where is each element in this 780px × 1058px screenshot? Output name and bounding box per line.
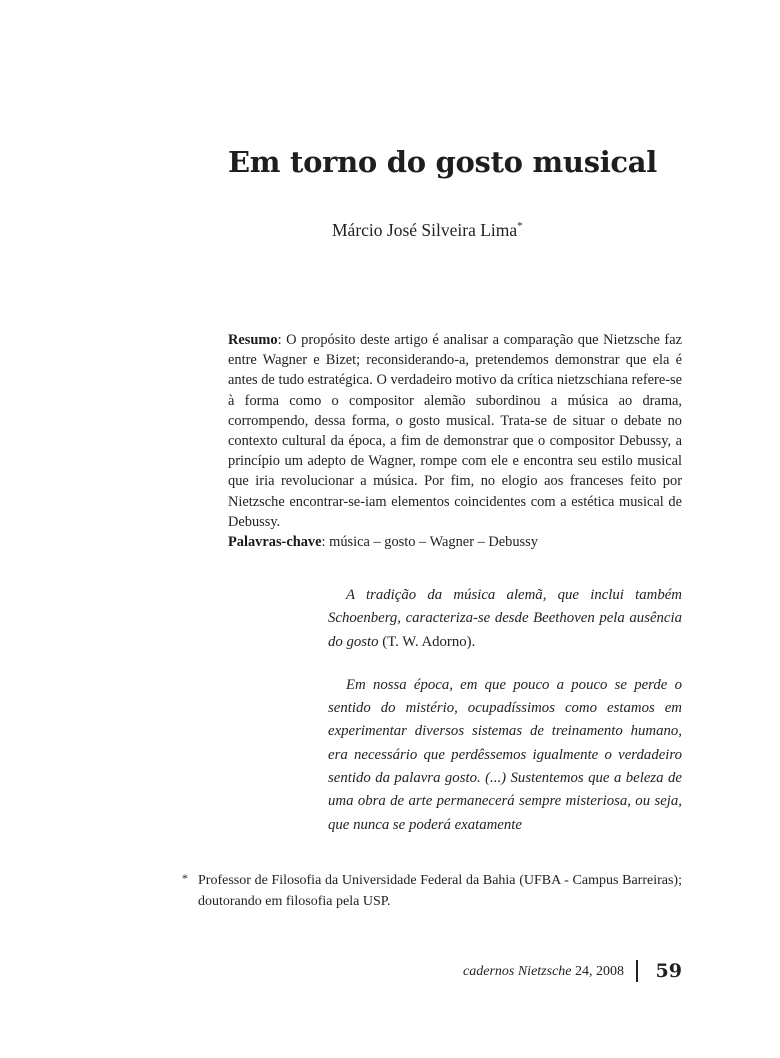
abstract-label: Resumo (228, 332, 278, 348)
author-name: Márcio José Silveira Lima (332, 220, 518, 240)
abstract-paragraph (228, 330, 682, 532)
footnote-mark: * (182, 871, 188, 885)
footer-divider (636, 960, 639, 982)
journal-citation (463, 964, 624, 980)
keywords-label: Palavras-chave (228, 534, 322, 551)
page-footer (440, 962, 682, 992)
abstract-block (228, 330, 682, 552)
epigraph-block (328, 584, 682, 837)
keywords-text: : música – gosto – Wagner – Debussy (321, 534, 538, 551)
article-title: Em torno do gosto musical (228, 145, 658, 179)
footnote (182, 870, 682, 912)
journal-name: cadernos Nietzsche (463, 964, 572, 979)
epigraph-source: (T. W. Adorno). (378, 633, 476, 650)
page-number: 59 (655, 960, 682, 982)
author-line (332, 220, 523, 241)
epigraph-second (328, 674, 682, 837)
footnote-text: Professor de Filosofia da Universidade Federal da Bahia (UFBA - Campus Barreiras); doutorando em filosofia pela USP. (198, 873, 682, 909)
journal-issue: 24, 2008 (571, 964, 624, 979)
epigraph-quote: A tradição da música alemã, que inclui também Schoenberg, caracteriza-se desde Beethoven pela ausência do gosto (328, 587, 682, 650)
keywords-paragraph (228, 532, 682, 552)
abstract-text: : O propósito deste artigo é analisar a comparação que Nietzsche faz entre Wagner e Bizet; reconsiderando-a, pretendemos demonstrar que ela é antes de tudo estratégica. O verdadeiro motivo da crítica nietzschiana refere-se à forma como o compositor alemão subordinou a música ao drama, corrompendo, dessa forma, o gosto musical. Trata-se de situar o debate no contexto cultural da época, a fim de demonstrar que o compositor Debussy, a princípio um adepto de Wagner, rompe com ele e encontra seu estilo musical que iria revolucionar a música. Por fim, no elogio aos franceses feito por Nietzsche encontrar-se-iam elementos coincidentes com a estética musical de Debussy. (228, 332, 682, 530)
author-footnote-mark[interactable]: * (517, 220, 523, 233)
epigraph-quote: Em nossa época, em que pouco a pouco se perde o sentido do mistério, ocupadíssimos como estamos em experimentar diversos sistemas de treinamento humano, era necessário que perdêssemos igualmente o verdadeiro sentido da palavra gosto. (...) Sustentemos que a beleza de uma obra de arte permanecerá sempre misteriosa, ou seja, que nunca se poderá exatamente (328, 676, 682, 833)
epigraph-adorno (328, 584, 682, 654)
